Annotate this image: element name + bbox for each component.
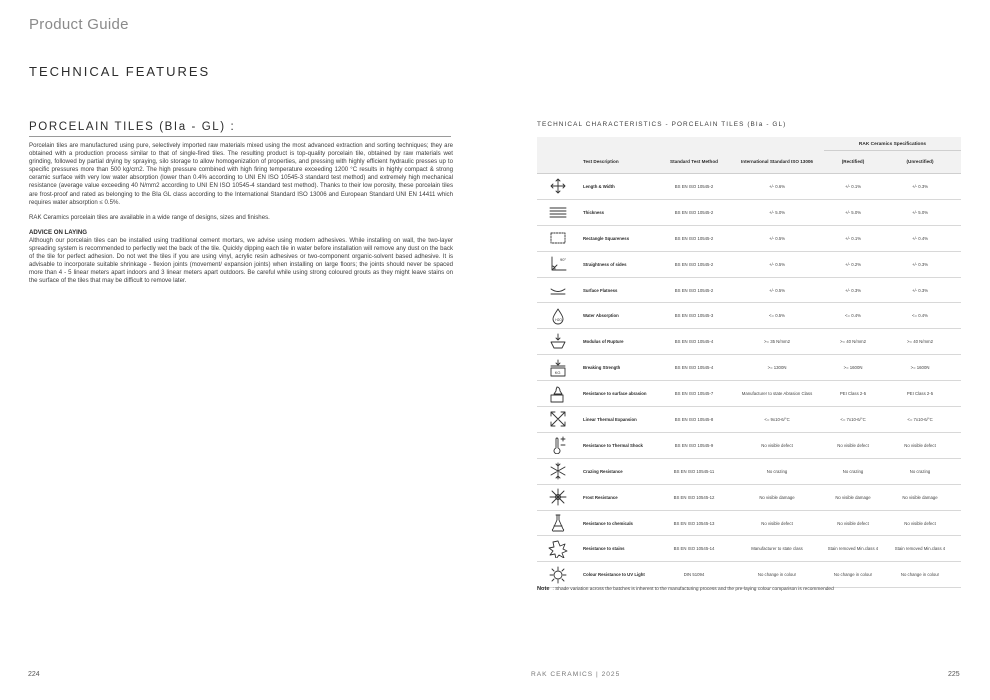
row-unrectified: <= 7x10-6/°C: [907, 416, 933, 422]
page-number-left: 224: [28, 671, 40, 678]
page-header-title: Product Guide: [29, 16, 129, 33]
row-rectified: <= 0.4%: [844, 313, 861, 319]
footer-brand: RAK CERAMICS | 2025: [531, 671, 621, 678]
row-test-name: Water Absorption: [583, 313, 619, 319]
row-standard: BS EN ISO 10545-2: [674, 287, 714, 293]
col-standard-test-method: Standard Test Method: [670, 159, 718, 164]
col-rectified: (Rectified): [841, 159, 865, 164]
table-row: [537, 355, 961, 381]
row-rectified: No change in colour: [833, 572, 873, 578]
abrasion-icon: [548, 385, 568, 403]
spec-group-divider: [824, 150, 961, 151]
straightness-icon: [548, 255, 568, 273]
thickness-icon: [548, 203, 568, 221]
row-standard: BS EN ISO 10545-3: [674, 313, 714, 319]
section-title: TECHNICAL FEATURES: [29, 64, 211, 79]
row-international: <= 9x10-6/°C: [764, 416, 790, 422]
row-international: No visible defect: [761, 520, 793, 526]
row-test-name: Crazing Resistance: [583, 468, 623, 474]
row-icon-cell: [537, 303, 579, 328]
row-test-name: Resistance to stains: [583, 546, 625, 552]
table-row: [537, 381, 961, 407]
row-test-name: Colour Resistance to UV Light: [583, 572, 645, 578]
row-rectified: PEI Class 2-5: [839, 391, 867, 397]
table-row: [537, 329, 961, 355]
row-international: +/- 5.0%: [768, 209, 786, 215]
row-standard: DIN 51094: [683, 572, 705, 578]
col-international-standard: International Standard ISO 13006: [741, 159, 813, 164]
svg-text:90°: 90°: [560, 257, 567, 263]
row-unrectified: >= 1600N: [910, 365, 930, 371]
row-rectified: +/- 0.1%: [844, 235, 862, 241]
note-text: : Shade variation across the batches is inherent to the manufacturing process and the pre-laying colour comparison is recommended: [552, 587, 834, 592]
row-standard: BS EN ISO 10545-12: [673, 494, 715, 500]
col-test-description: Test Description: [583, 159, 619, 164]
row-rectified: >= 1600N: [843, 365, 863, 371]
table-row: [537, 511, 961, 537]
col-unrectified: (Unrectified): [906, 159, 934, 164]
row-unrectified: +/- 5.0%: [911, 209, 929, 215]
svg-text:KG: KG: [554, 369, 561, 375]
row-icon-cell: [537, 329, 579, 354]
crazing-icon: [548, 462, 568, 480]
row-icon-cell: [537, 511, 579, 536]
row-test-name: Frost Resistance: [583, 494, 618, 500]
row-rectified: >= 40 N/mm2: [839, 339, 867, 345]
row-test-name: Modulus of Rupture: [583, 339, 624, 345]
row-international: >= 35 N/mm2: [763, 339, 791, 345]
table-row: [537, 200, 961, 226]
heading-divider: [29, 136, 451, 137]
row-icon-cell: [537, 433, 579, 458]
row-international: No visible defect: [761, 442, 793, 448]
row-rectified: Stain removed Min.class 4: [827, 546, 879, 552]
table-header: [537, 137, 961, 174]
row-test-name: Breaking Strength: [583, 365, 621, 371]
thermal-shock-icon: [548, 436, 568, 454]
chemicals-icon: [548, 514, 568, 532]
breaking-strength-icon: [548, 359, 568, 377]
row-icon-cell: [537, 485, 579, 510]
row-standard: BS EN ISO 10545-8: [674, 416, 714, 422]
row-unrectified: No visible defect: [904, 442, 936, 448]
row-international: No visible damage: [759, 494, 795, 500]
row-unrectified: +/- 0.3%: [911, 287, 929, 293]
length-width-icon: [548, 177, 568, 195]
row-test-name: Resistance to Thermal Shock: [583, 442, 643, 448]
water-absorption-icon: [548, 307, 568, 325]
row-rectified: +/- 0.3%: [844, 287, 862, 293]
stains-icon: [548, 540, 568, 558]
row-test-name: Straightness of sides: [583, 261, 627, 267]
row-unrectified: No change in colour: [900, 572, 940, 578]
frost-icon: [548, 488, 568, 506]
rectangle-squareness-icon: [548, 229, 568, 247]
row-unrectified: No visible defect: [904, 520, 936, 526]
porcelain-heading: PORCELAIN TILES (BIa - GL) :: [29, 121, 236, 133]
row-unrectified: Stain removed Min.class 4: [894, 546, 946, 552]
table-row: [537, 226, 961, 252]
svg-text:H2O: H2O: [555, 317, 562, 322]
table-row: [537, 252, 961, 278]
row-international: +/- 0.5%: [768, 235, 786, 241]
row-rectified: No visible defect: [837, 442, 869, 448]
row-international: >= 1300N: [767, 365, 787, 371]
row-standard: BS EN ISO 10545-4: [674, 339, 714, 345]
row-standard: BS EN ISO 10545-2: [674, 183, 714, 189]
table-title: TECHNICAL CHARACTERISTICS - PORCELAIN TILES (BIa - GL): [537, 121, 787, 128]
row-icon-cell: [537, 407, 579, 432]
table-row: [537, 485, 961, 511]
row-rectified: +/- 0.2%: [844, 261, 862, 267]
description-paragraph-2: RAK Ceramics porcelain tiles are available in a wide range of designs, sizes and finishes.: [29, 213, 270, 221]
row-unrectified: <= 0.4%: [911, 313, 928, 319]
uv-light-icon: [548, 566, 568, 584]
advice-paragraph: Although our porcelain tiles can be installed using traditional cement mortars, we advise using modern adhesives. While installing on wall, the two-layer spreading system is recommended to perfectly wet the back of the tile. Quickly dipping each tile in water before installation will remove any dust on the back of the tile for perfect adhesion. Do not wet the tiles if you are using vinyl, acrylic resin adhesives or two-component organic-solvent based adhesive. It is advisable to incorporate suitable shrinkage - flexion joints (movement/ expansion joints) when installing on large floors; the joints should never be spaced more than 4 - 5 linear meters apart indoors and 3 linear meters apart outdoors. Be careful while using strong coloured grouts as they might leave stains on the surface of the tiles that may be difficult to remove later.: [29, 236, 453, 285]
row-test-name: Linear Thermal Expansion: [583, 416, 637, 422]
row-test-name: Thickness: [583, 209, 605, 215]
row-unrectified: No crazing: [909, 468, 931, 474]
row-unrectified: +/- 0.4%: [911, 235, 929, 241]
table-row: [537, 278, 961, 304]
row-international: No change in colour: [757, 572, 797, 578]
technical-table: [537, 137, 961, 588]
table-row: [537, 536, 961, 562]
row-international: No crazing: [766, 468, 788, 474]
row-icon-cell: [537, 381, 579, 406]
row-standard: BS EN ISO 10545-14: [673, 546, 715, 552]
table-note: [537, 586, 834, 592]
row-unrectified: PEI Class 2-5: [906, 391, 934, 397]
page-number-right: 225: [948, 671, 960, 678]
row-rectified: <= 7x10-6/°C: [840, 416, 866, 422]
row-rectified: +/- 0.1%: [844, 183, 862, 189]
table-row: [537, 433, 961, 459]
row-test-name: Rectangle Squareness: [583, 235, 630, 241]
row-icon-cell: [537, 355, 579, 380]
row-icon-cell: [537, 562, 579, 587]
row-rectified: No visible damage: [835, 494, 871, 500]
row-standard: BS EN ISO 10545-2: [674, 261, 714, 267]
row-standard: BS EN ISO 10545-9: [674, 442, 714, 448]
description-text: [29, 142, 453, 293]
modulus-rupture-icon: [548, 333, 568, 351]
row-standard: BS EN ISO 10545-13: [673, 520, 715, 526]
row-standard: BS EN ISO 10545-4: [674, 365, 714, 371]
thermal-expansion-icon: [548, 410, 568, 428]
row-icon-cell: [537, 252, 579, 277]
surface-flatness-icon: [548, 281, 568, 299]
table-row: [537, 407, 961, 433]
table-body: [537, 174, 961, 588]
row-test-name: Resistance to surface abrasion: [583, 391, 647, 397]
row-unrectified: +/- 0.3%: [911, 261, 929, 267]
row-icon-cell: [537, 459, 579, 484]
row-test-name: Resistance to chemicals: [583, 520, 633, 526]
row-rectified: No visible defect: [837, 520, 869, 526]
row-international: +/- 0.5%: [768, 287, 786, 293]
row-international: Manufacturer to state class: [751, 546, 803, 552]
row-unrectified: No visible damage: [902, 494, 938, 500]
row-standard: BS EN ISO 10545-11: [673, 468, 715, 474]
row-rectified: No crazing: [842, 468, 864, 474]
description-paragraph-1: Porcelain tiles are manufactured using pure, selectively imported raw materials mixed using the most advanced extraction and sorting techniques; they are obtained with a production process similar to that of single-fired tiles. The resulting product is top-quality porcelain tile, obtained by raw materials wet grinding, followed by partial drying by spraying, silo storage to allow homogenization of properties, and pressing with highly efficient hydraulic presses up to specific pressures more than 500 kg/cm2. The high pressure combined with high firing temperature exceeding 1200 °C results in highly compact & strong ceramic surface with very low water absorption (lower than 0.4% according to UNI EN ISO 10545-3 standard test method) and extremely high mechanical resistance (average value exceeding 40 N/mm2 according to UNI EN ISO 10545-4 standard test method). Thanks to their low porosity, these porcelain tiles are frost-proof and rated as belonging to the BIa GL class according to the International Standard ISO 13006 and European Standard UNI EN 14411 which requires water absorption ≤ 0.5%.: [29, 142, 453, 206]
row-test-name: Length & Width: [583, 183, 615, 189]
row-international: +/- 0.5%: [768, 261, 786, 267]
row-icon-cell: [537, 200, 579, 225]
table-row: [537, 303, 961, 329]
row-unrectified: >= 40 N/mm2: [906, 339, 934, 345]
row-international: +/- 0.6%: [768, 183, 786, 189]
row-international: Manufacturer to state Abrasion Class: [741, 391, 813, 397]
row-unrectified: +/- 0.3%: [911, 183, 929, 189]
advice-heading: ADVICE ON LAYING: [29, 228, 88, 236]
row-rectified: +/- 5.0%: [844, 209, 862, 215]
row-icon-cell: [537, 278, 579, 303]
table-row: [537, 174, 961, 200]
spec-group-header: RAK Ceramics Specifications: [858, 142, 927, 147]
row-icon-cell: [537, 536, 579, 561]
row-icon-cell: [537, 226, 579, 251]
row-standard: BS EN ISO 10545-7: [674, 391, 714, 397]
note-label: Note: [537, 586, 550, 592]
table-row: [537, 459, 961, 485]
row-test-name: Surface Flatness: [583, 287, 618, 293]
row-standard: BS EN ISO 10545-2: [674, 209, 714, 215]
row-international: <= 0.5%: [768, 313, 785, 319]
table-row: [537, 562, 961, 588]
row-icon-cell: [537, 174, 579, 199]
row-standard: BS EN ISO 10545-2: [674, 235, 714, 241]
